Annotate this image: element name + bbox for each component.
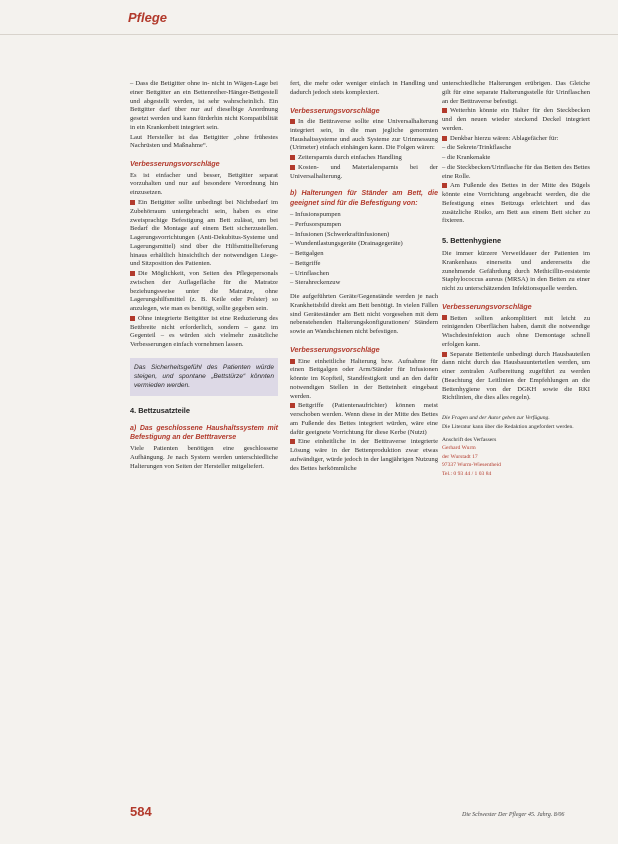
paragraph: Die immer kürzere Verweildauer der Patienten im Krankenhaus einerseits und andererseits die zunehmende Gefährdung durch Methicillin-resistente Staphylococcus aureus (MRSA) in den Betten zu einer nicht zu unterschätzenden Infektionsquelle werden. <box>442 250 590 293</box>
subsection-heading: a) Das geschlossene Haushaltssystem mit Befestigung an der Betttraverse <box>130 424 278 441</box>
bullet-paragraph: Weiterhin könnte ein Halter für den Steckbecken und den neuen wieder steckend Deckel integriert werden. <box>442 107 590 132</box>
bullet-paragraph: Eine einheitliche in der Betttraverse integrierte Lösung wäre in der Bettenproduktion zwar etwas aufwändiger, würde jedoch in der langjährigen Nutzung des Bettes herkömmliche <box>290 438 438 472</box>
paragraph: unterschiedliche Halterungen erübrigen. Das Gleiche gilt für eine separate Halterungsstelle für Urinflaschen an der Betttraverse befestigt. <box>442 80 590 105</box>
list-item: – die Krankenakte <box>442 154 491 162</box>
list-item: – Perfusorspumpen <box>290 220 342 228</box>
list-item: – Bettgriffe <box>290 259 321 267</box>
list-item: – Urinflaschen <box>290 269 329 277</box>
note: Die Literatur kann über die Redaktion angefordert werden. <box>442 423 574 430</box>
bullet-paragraph: Kosten- und Materialersparnis bei der Universalhalterung. <box>290 163 438 180</box>
section-label: Pflege <box>128 10 168 25</box>
bullet-square-icon <box>290 359 295 364</box>
column-2 <box>290 80 438 475</box>
bullet-square-icon <box>442 136 447 141</box>
address-line: Gerhard Wurm <box>442 445 476 452</box>
list-item: – Infusionspumpen <box>290 211 341 219</box>
section-heading: Verbesserungsvorschläge <box>442 301 532 311</box>
paragraph: Es ist einfacher und besser, Bettgitter separat vorzuhalten und nur auf besondere Verordnung hin einzusetzen. <box>130 171 278 197</box>
bullet-paragraph: In die Betttraverse sollte eine Universalhalterung integriert sein, in die man jegliche genormten Haushaltssysteme und auch Systeme zur Urinmessung (Urimeter) einfach einhängen kann. Die Folgen wären: <box>290 118 438 152</box>
bullet-square-icon <box>130 271 135 276</box>
paragraph: – Dass die Betigitter ohne in- nicht in Wägen-Lage bei einer Bettgitter an ein Bettenreiher-Hänger-Bettgestell und abgestellt werden, ist sehr wahrscheinlich. Ein Bettgitter darf über nur auf dieselbige Anordnung gesetzt werden und kann fürderhin nicht Kompatibilität in ein Krankenbett integriert sein. <box>130 80 278 131</box>
bullet-paragraph: Betten sollten ankomplitiert mit leicht zu reinigenden Oberflächen haben, damit die notwendige Wischdesinfektion auch ohne Demontage schnell erfolgen kann. <box>442 314 590 348</box>
note: Die Fragen und der Autor geben zur Verfügung. <box>442 415 550 422</box>
bullet-paragraph: Am Fußende des Bettes in der Mitte des Bügels könnte eine Vorrichtung angebracht werden, die die Befestigung eines Bettzugs erleichtert und das zusätzliche Risiko, am Bett aus einem Bett sicher zu fixieren. <box>442 182 590 225</box>
column-1 <box>130 80 278 472</box>
bullet-paragraph: Zeitersparnis durch einfaches Handling <box>290 154 438 163</box>
page-number: 584 <box>130 804 152 819</box>
address-label: Anschrift des Verfassers <box>442 437 497 444</box>
section-title: 5. Bettenhygiene <box>442 236 502 246</box>
address-line: Tel.: 0 93 44 / 1 03 84 <box>442 470 492 477</box>
bullet-square-icon <box>442 352 447 357</box>
list-item: – Wundentlastungsgeräte (Drainagegeräte) <box>290 240 403 248</box>
bullet-square-icon <box>290 403 295 408</box>
bullet-paragraph: Separate Bettenteile unbedingt durch Hausbauteilen dann nicht durch das Hausbauunterteilen werden, um einer zentralen Aufbereitung zugeführt zu werden (Beachtung der Leitlinien der Empfehlungen an die Bettenhygiene von der DGKH sowie die RKI Richtlinien, die dies alles regeln). <box>442 350 590 402</box>
paragraph: Viele Patienten benötigen eine geschlossene Aufhängung. Je nach System werden unterschiedliche Halterungen von Seiten der Hersteller mitgeliefert. <box>130 445 278 470</box>
column-3 <box>442 80 590 479</box>
bullet-square-icon <box>290 439 295 444</box>
bullet-square-icon <box>130 200 135 205</box>
bullet-square-icon <box>442 108 447 113</box>
section-heading: Verbesserungsvorschläge <box>130 159 220 169</box>
bullet-paragraph: Die Möglichkeit, von Seiten des Pflegepersonals zwischen der Auflagefläche für die Matratze beziehungsweise unter die Matratze, ohne Lagerungshilfsmittel (z. B. Keile oder Polster) so anzulegen, wie man es benötigt, sollte gegeben sein. <box>130 270 278 313</box>
list-item: – Infusionen (Schwerkraftinfusionen) <box>290 230 390 238</box>
bullet-square-icon <box>290 155 295 160</box>
list-item: – die Steckbecken/Urinflasche für das Betten des Bettes eine Rolle. <box>442 163 590 180</box>
page-header <box>0 0 618 35</box>
subsection-heading: b) Halterungen für Ständer am Bett, die geeignet sind für die Befestigung von: <box>290 190 438 207</box>
list-item: – Sterahreckenzuw <box>290 279 341 287</box>
notes-block <box>442 415 590 478</box>
paragraph: Laut Hersteller ist das Bettgitter „ohne frühestes Nachrüsten und Maßnahme“. <box>130 133 278 150</box>
bullet-paragraph: Ein Bettgitter sollte unbedingt bei Nichtbedarf im Zubehörraum untergebracht sein, haben es eine zweisprachige Befestigung am Bett zulässt, um bei Bedarf die Montage auf einem Bett sicherzustellen. Lagerungsvorrichtungen (Anti-Dekubitus-Systeme und Lagerungsmittel) sind über die Hilfsmittellieferung hinaus erhältlich hinsichtlich der notwendigen Liege- und Sitzposition des Patienten. <box>130 199 278 268</box>
bullet-paragraph: Denkbar hierzu wären: Ablagefächer für: <box>442 135 590 144</box>
bullet-paragraph: Eine einheitliche Halterung bzw. Aufnahme für einen Bettgalgen oder Arm/Ständer für Infusionen könnte im Kopfteil, Standfestigkeit und an den dafür notwendigen Stellen in der Betteinheit eingebaut werden. <box>290 357 438 400</box>
bullet-square-icon <box>442 315 447 320</box>
list-item: – die Sekrete/Trinkflasche <box>442 144 512 152</box>
bullet-square-icon <box>130 316 135 321</box>
list-item: – Bettgalgen <box>290 250 324 258</box>
callout-box: Das Sicherheitsgefühl des Patienten würde steigen, und spontane „Bettstürze“ könnten vermieden werden. <box>130 358 278 396</box>
paragraph: fert, die mehr oder weniger einfach in Handling und dadurch jedoch stets komplexiert. <box>290 80 438 96</box>
address-line: 97337 Wurm-Wiesentheid <box>442 462 501 469</box>
bullet-paragraph: Bettgriffe (Patientenaufrichter) können meist verschoben werden. Wenn diese in der Mitte des Bettes am Fußende des Bettes integriert würden, wäre eine dafür geeignete Vorrichtung für diese Kerbe (Nutzt) <box>290 402 438 436</box>
bullet-square-icon <box>290 119 295 124</box>
bullet-square-icon <box>290 165 295 170</box>
section-heading: Verbesserungsvorschläge <box>290 105 380 115</box>
section-title: 4. Bettzusatzteile <box>130 405 190 415</box>
address-line: der Wurstadt 17 <box>442 453 478 460</box>
journal-reference: Die Schwester Der Pfleger 45. Jahrg. 8/06 <box>462 812 565 818</box>
paragraph: Die aufgeführten Geräte/Gegenstände werden je nach Krankheitsbild direkt am Bett benötigt. In vielen Fällen sind Geräteständer am Bett nicht vorgesehen mit dem nebenstehenden Halterungskonfigurationen/ Ständern sowie an Wandschienen nicht befestigen. <box>290 293 438 336</box>
bullet-paragraph: Ohne integrierte Bettgitter ist eine Reduzierung des Bettbreite nicht erforderlich, sondern – ganz im Gegenteil – es würden sich vielmehr zusätzliche Verbesserungen einfach vornehmen lassen. <box>130 314 278 349</box>
section-heading: Verbesserungsvorschläge <box>290 345 380 355</box>
bullet-square-icon <box>442 183 447 188</box>
